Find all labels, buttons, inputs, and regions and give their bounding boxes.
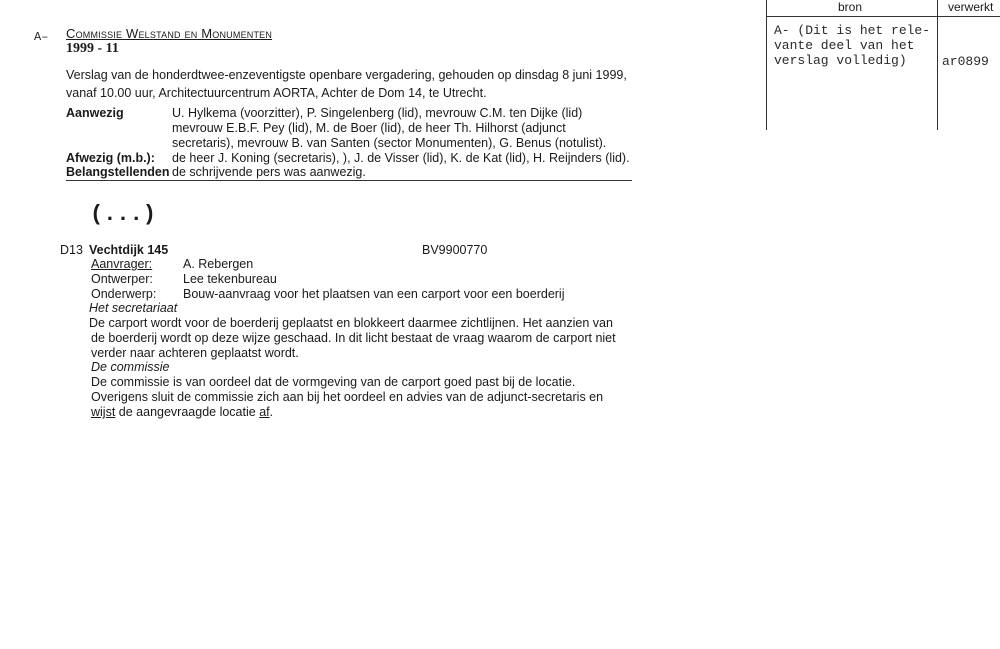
aanvrager-value: A. Rebergen [183,257,254,271]
item-code: D13 [60,243,83,257]
afwezig-text: de heer J. Koning (secretaris), ), J. de Visser (lid), K. de Kat (lid), H. Reijnders (lid). [172,151,630,165]
section-divider [66,180,632,181]
bron-line: verslag volledig) [774,53,907,68]
belangstellenden-label: Belangstellenden [66,165,170,179]
table-column-divider [937,0,938,130]
aanwezig-line: secretaris), mevrouw B. van Santen (sector Monumenten), G. Benus (notulist). [172,136,607,150]
decision-text: de aangevraagde locatie [115,405,260,419]
secretariaat-line: De carport wordt voor de boerderij geplaatst en blokkeert daarmee zichtlijnen. Het aanzien van [89,316,613,330]
ontwerper-value: Lee tekenbureau [183,272,277,286]
decision-end: . [269,405,274,419]
bron-cell [774,23,930,68]
aanwezig-line: mevrouw E.B.F. Pey (lid), M. de Boer (lid), de heer Th. Hilhorst (adjunct [172,121,566,135]
document-marker: A– [34,30,49,44]
verwerkt-cell: ar0899 [942,54,989,69]
bron-line: A- (Dit is het rele- [774,23,931,38]
aanwezig-line: U. Hylkema (voorzitter), P. Singelenberg (lid), mevrouw C.M. ten Dijke (lid) [172,106,583,120]
secretariaat-heading: Het secretariaat [89,301,178,315]
item-title: Vechtdijk 145 [89,243,169,257]
onderwerp-value: Bouw-aanvraag voor het plaatsen van een carport voor een boerderij [183,287,565,301]
table-left-border [766,0,767,130]
secretariaat-line: de boerderij wordt op deze wijze geschaad. In dit licht bestaat de vraag waarom de carport niet [91,331,616,345]
commissie-paragraph [91,375,603,420]
intro-paragraph [66,66,627,102]
decision-outcome: af [259,405,270,419]
bron-line: vante deel van het [774,38,915,53]
column-header-verwerkt: verwerkt [948,0,994,14]
omission-marker: (...) [90,202,157,227]
onderwerp-label: Onderwerp: [91,287,157,301]
decision-verb: wijst [91,405,116,419]
secretariaat-line: verder naar achteren geplaatst wordt. [91,346,299,360]
ontwerper-label: Ontwerper: [91,272,153,286]
commissie-line: Overigens sluit de commissie zich aan bij het oordeel en advies van de adjunct-secretaris en [91,390,604,404]
afwezig-label: Afwezig (m.b.): [66,151,155,165]
committee-title: Commissie Welstand en Monumenten [66,26,273,41]
aanvrager-label: Aanvrager: [91,257,153,271]
commissie-heading: De commissie [91,360,170,374]
column-header-bron: bron [838,0,863,14]
belangstellenden-text: de schrijvende pers was aanwezig. [172,165,366,179]
commissie-line: De commissie is van oordeel dat de vormgeving van de carport goed past bij de locatie. [91,375,576,389]
aanwezig-list [172,106,606,151]
intro-line: Verslag van de honderdtwee-enzeventigste openbare vergadering, gehouden op dinsdag 8 juni 1999, [66,68,627,82]
meeting-number: 1999 - 11 [66,41,119,56]
secretariaat-paragraph [89,316,616,361]
table-header-rule [766,16,1000,17]
commissie-line [91,405,603,420]
intro-line: vanaf 10.00 uur, Architectuurcentrum AORTA, Achter de Dom 14, te Utrecht. [66,86,487,100]
aanwezig-label: Aanwezig [66,106,124,120]
item-reference: BV9900770 [422,243,488,257]
